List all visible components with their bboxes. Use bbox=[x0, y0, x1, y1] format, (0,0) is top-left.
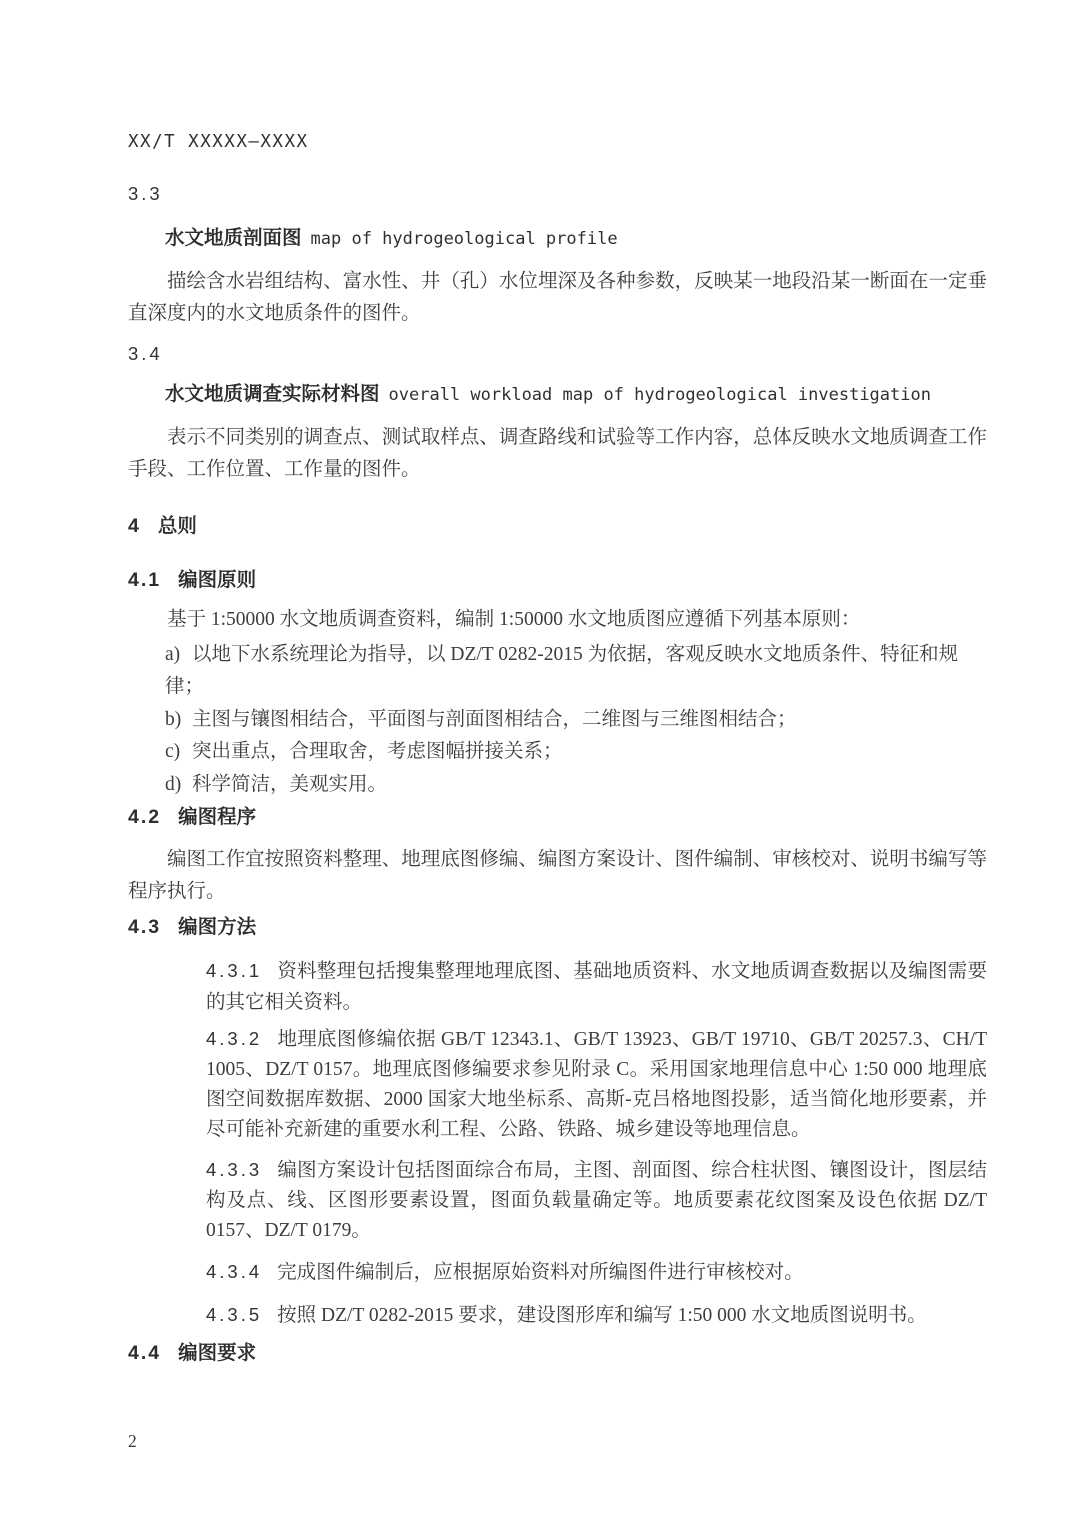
list-item-d bbox=[128, 769, 987, 801]
clause-number-3-4: 3.4 bbox=[128, 343, 163, 364]
section-number: 4.2 bbox=[128, 806, 162, 829]
subclause-text: 完成图件编制后，应根据原始资料对所编图件进行审核校对。 bbox=[277, 1262, 804, 1284]
subclause-text: 资料整理包括搜集整理地理底图、基础地质资料、水文地质调查数据以及编图需要的其它相关资料。 bbox=[206, 961, 987, 1014]
list-marker: c) bbox=[165, 741, 181, 763]
subclause-4-3-1 bbox=[206, 955, 987, 1018]
chapter-title: 总则 bbox=[157, 515, 197, 537]
section-4-1-intro: 基于 1:50000 水文地质调查资料，编制 1:50000 水文地质图应遵循下列基本原则： bbox=[167, 609, 861, 630]
list-item-text: 以地下水系统理论为指导，以 DZ/T 0282-2015 为依据，客观反映水文地质条件、特征和规律； bbox=[165, 644, 959, 698]
section-title: 编图要求 bbox=[178, 1342, 257, 1365]
subclause-number: 4.3.2 bbox=[206, 1028, 263, 1050]
term-chinese: 水文地质剖面图 bbox=[165, 227, 302, 249]
term-definition-3-3: 描绘含水岩组结构、富水性、井（孔）水位埋深及各种参数，反映某一地段沿某一断面在一定垂直深度内的水文地质条件的图件。 bbox=[128, 271, 987, 324]
list-item-text: 突出重点，合理取舍，考虑图幅拼接关系； bbox=[192, 741, 563, 763]
term-chinese: 水文地质调查实际材料图 bbox=[165, 383, 380, 405]
document-code-header: XX/T XXXXX—XXXX bbox=[128, 132, 309, 152]
subclause-number: 4.3.5 bbox=[206, 1304, 263, 1326]
term-definition-3-4: 表示不同类别的调查点、测试取样点、调查路线和试验等工作内容，总体反映水文地质调查工作手段、工作位置、工作量的图件。 bbox=[128, 427, 987, 480]
list-item-text: 科学简洁，美观实用。 bbox=[192, 773, 388, 795]
subclause-text: 按照 DZ/T 0282-2015 要求，建设图形库和编写 1:50 000 水文地质图说明书。 bbox=[277, 1305, 927, 1327]
subclause-number: 4.3.1 bbox=[206, 960, 263, 982]
chapter-number: 4 bbox=[128, 515, 141, 537]
term-entry-3-3 bbox=[128, 222, 987, 255]
section-4-2-body: 编图工作宜按照资料整理、地理底图修编、编图方案设计、图件编制、审核校对、说明书编写等程序执行。 bbox=[128, 849, 987, 903]
list-item-text: 主图与镶图相结合，平面图与剖面图相结合，二维图与三维图相结合； bbox=[192, 708, 797, 730]
chapter-heading-4 bbox=[128, 510, 987, 542]
section-number: 4.3 bbox=[128, 916, 162, 939]
principles-list bbox=[128, 639, 987, 801]
subclause-text: 地理底图修编依据 GB/T 12343.1、GB/T 13923、GB/T 19710、GB/T 20257.3、CH/T 1005、DZ/T 0157。地理底图修编要求参见附录 C。采用国家地理信息中心 1:50 000 地理底图空间数据库数据、2000 国家大地坐标系、高斯-克吕格地图投影，适当简化地形要素，并尽可能补充新建的重要水利工程、公路、铁路、城乡建设等地理信息。 bbox=[206, 1029, 987, 1141]
list-item-a bbox=[128, 639, 987, 704]
section-heading-4-1 bbox=[128, 564, 987, 596]
subclause-4-3-5 bbox=[206, 1299, 987, 1331]
term-entry-3-4 bbox=[128, 378, 987, 411]
subclause-text: 编图方案设计包括图面综合布局，主图、剖面图、综合柱状图、镶图设计，图层结构及点、线、区图形要素设置，图面负载量确定等。地质要素花纹图案及设色依据 DZ/T 0157、DZ/T 0179。 bbox=[206, 1160, 987, 1242]
list-marker: a) bbox=[165, 644, 181, 665]
section-heading-4-3 bbox=[128, 911, 987, 943]
subclause-4-3-4 bbox=[206, 1256, 987, 1288]
list-marker: b) bbox=[165, 708, 182, 730]
term-english: overall workload map of hydrogeological investigation bbox=[388, 385, 931, 405]
subclause-4-3-2 bbox=[206, 1024, 987, 1145]
section-title: 编图程序 bbox=[178, 806, 257, 829]
clause-number-3-3: 3.3 bbox=[128, 183, 163, 204]
section-title: 编图原则 bbox=[178, 569, 257, 591]
list-item-b bbox=[128, 704, 987, 736]
subclause-4-3-3 bbox=[206, 1155, 987, 1246]
list-marker: d) bbox=[165, 773, 182, 795]
section-title: 编图方法 bbox=[178, 916, 257, 939]
section-number: 4.4 bbox=[128, 1342, 162, 1365]
subclause-number: 4.3.3 bbox=[206, 1159, 263, 1181]
term-english: map of hydrogeological profile bbox=[310, 229, 618, 249]
section-heading-4-2 bbox=[128, 801, 987, 833]
list-item-c bbox=[128, 736, 987, 768]
subclause-number: 4.3.4 bbox=[206, 1261, 263, 1283]
section-heading-4-4 bbox=[128, 1337, 987, 1369]
page-number: 2 bbox=[128, 1431, 137, 1452]
section-number: 4.1 bbox=[128, 569, 162, 591]
